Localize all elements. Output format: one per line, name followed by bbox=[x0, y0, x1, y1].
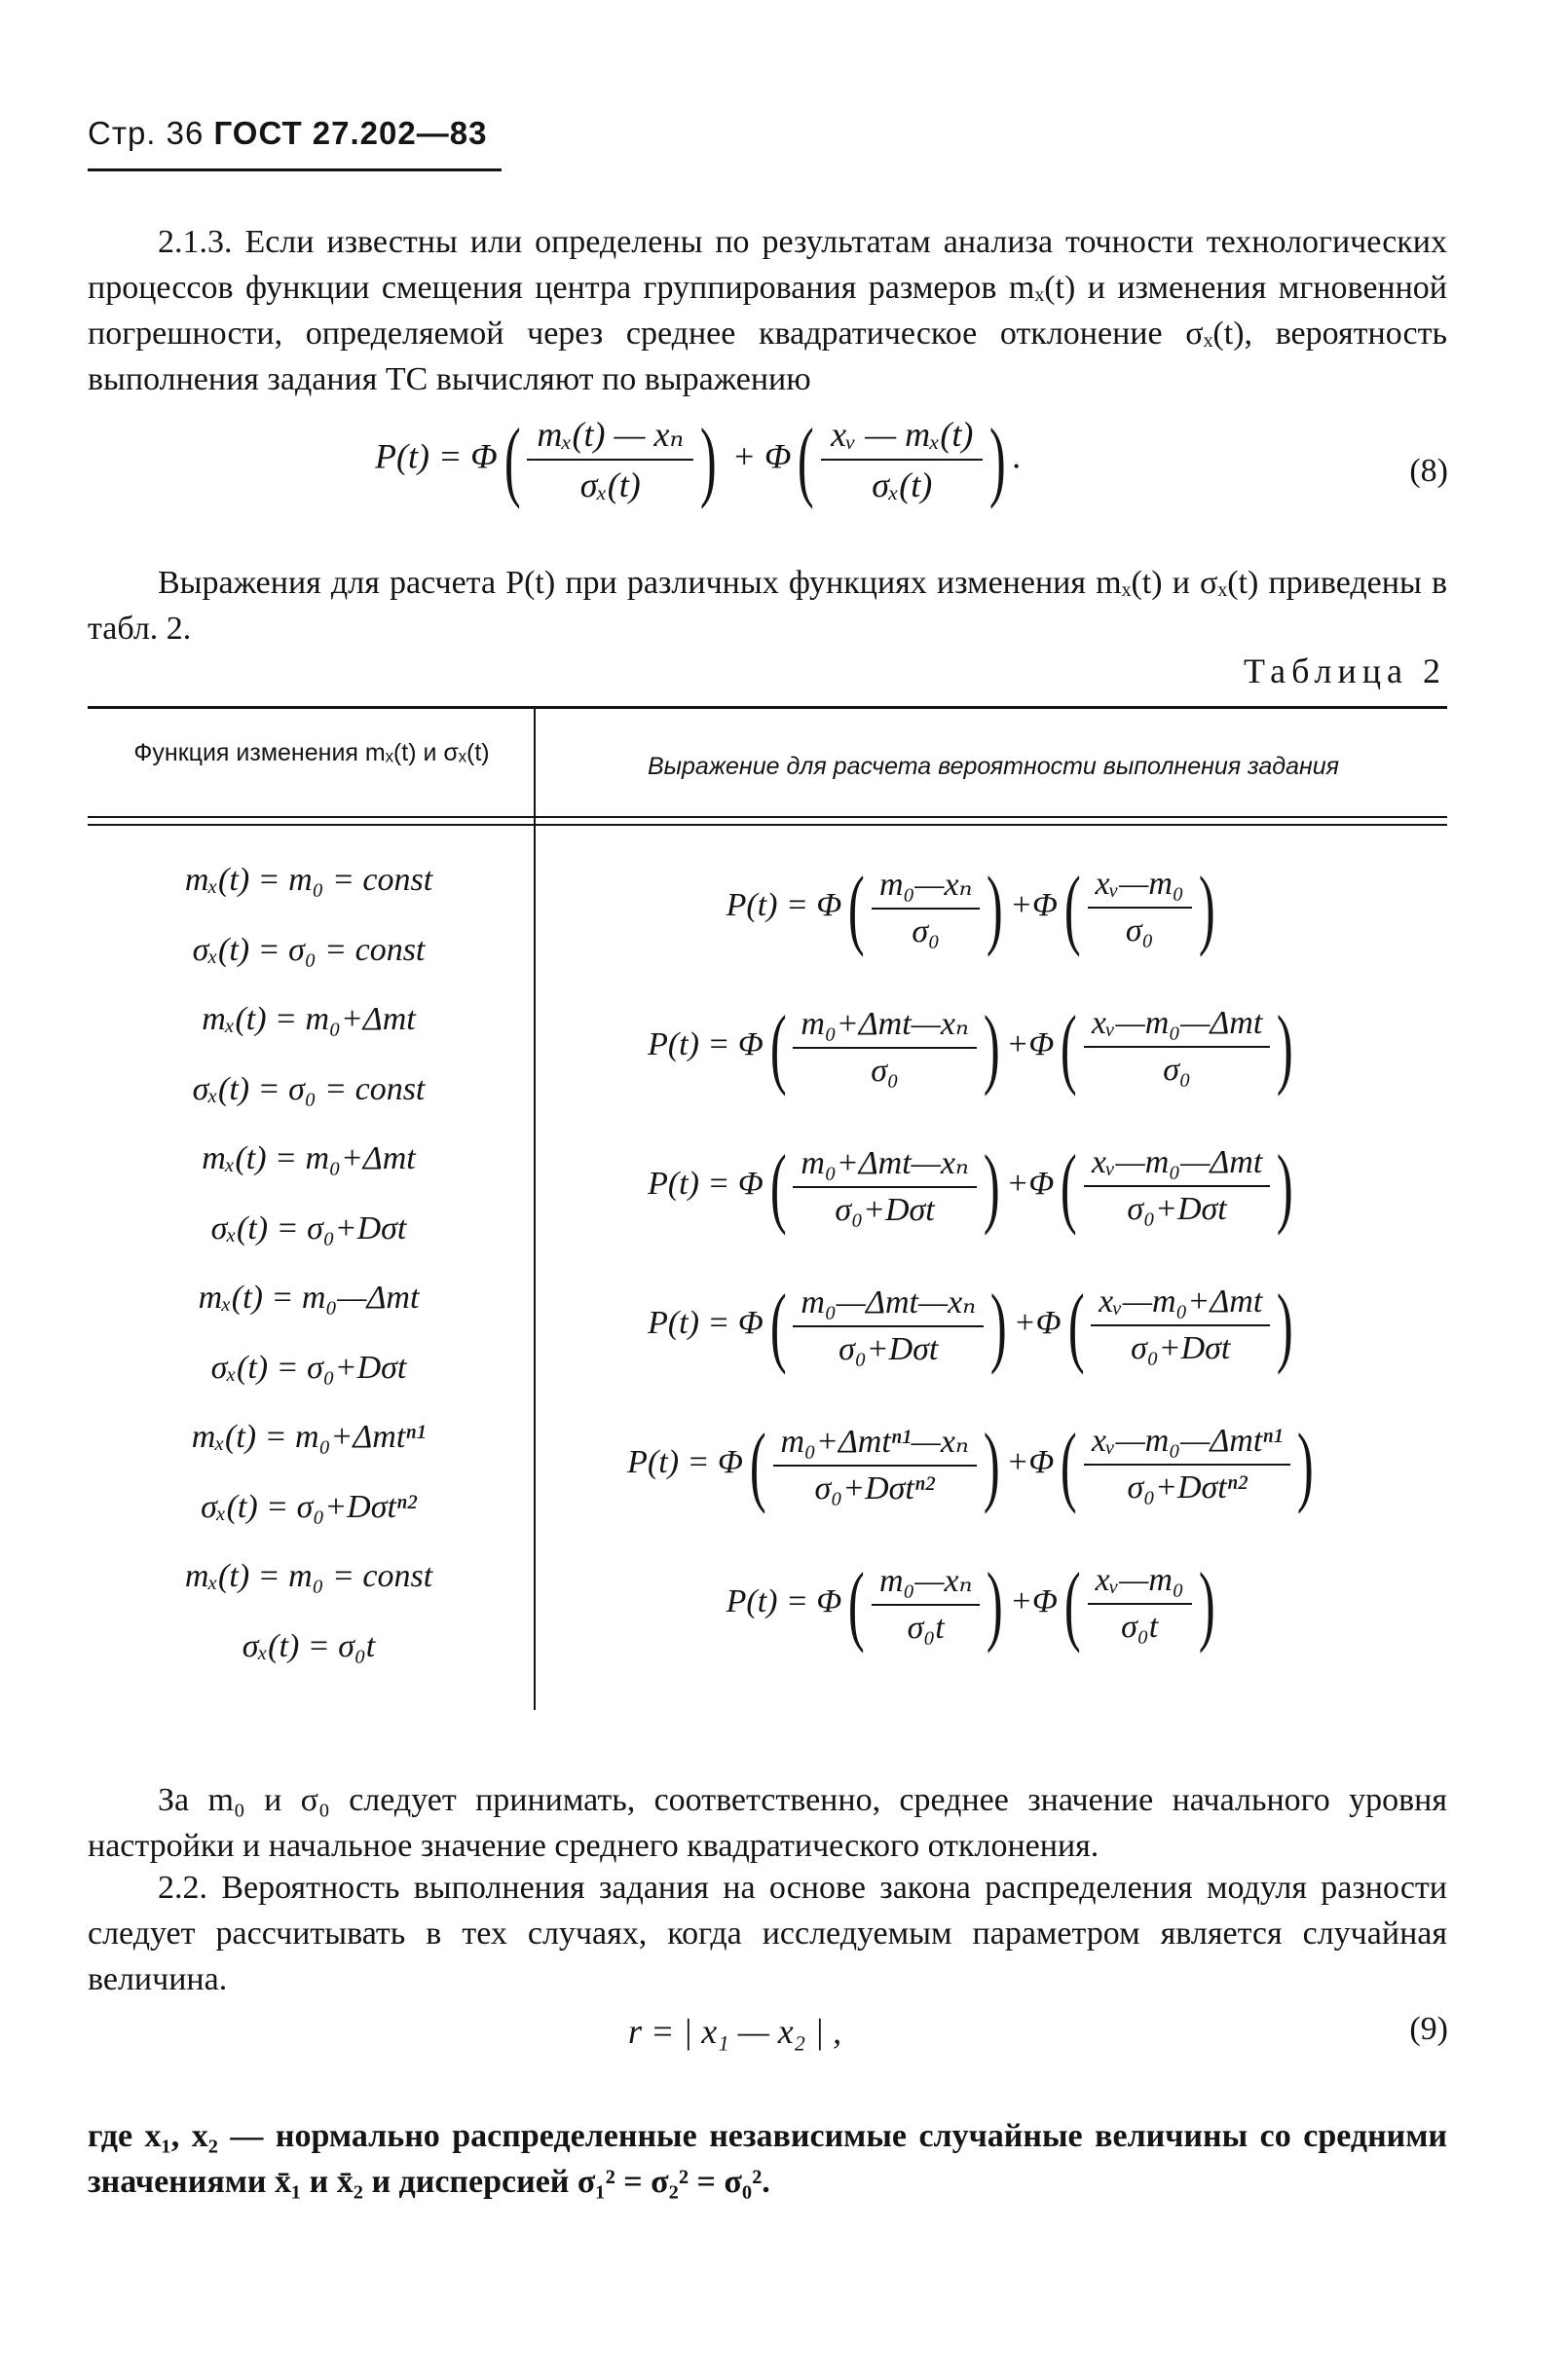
table-row-6-function bbox=[90, 1542, 528, 1682]
function-m: mₓ(t) = m₀+Δmt bbox=[202, 1001, 416, 1037]
after-table-paragraph: За m₀ и σ₀ следует принимать, соответственно, среднее значение начального уровня настройки и начальное значение среднего квадратического отклонения. bbox=[88, 1782, 1447, 1864]
formula-8-fraction-1 bbox=[527, 414, 693, 505]
header-rule bbox=[88, 168, 502, 171]
equation-number-9: (9) bbox=[1409, 2011, 1448, 2047]
expression-lhs: P(t) = Φ bbox=[648, 1165, 764, 1202]
formula-9: r = | x₁ — x₂ | , bbox=[628, 2012, 842, 2051]
intro-paragraph: 2.1.3. Если известны или определены по результатам анализа точности технологических процессов функции смещения центра группирования размеров mₓ(t) и изменения мгновенной погрешности, определяемой через среднее квадратическое отклонение σₓ(t), вероятность выполнения задания ТС вычисляют по выражению bbox=[88, 224, 1447, 397]
function-sigma: σₓ(t) = σ₀+Dσt bbox=[210, 1210, 407, 1246]
fraction-denominator: σ₀+Dσt bbox=[838, 1331, 939, 1367]
page-header bbox=[88, 115, 487, 152]
fraction-denominator: σ₀+Dσt bbox=[835, 1192, 935, 1228]
expression-lhs: P(t) = Φ bbox=[648, 1025, 764, 1062]
table-row-2-expression: P(t) = Φ( $\frac{\text{m₀+Δmt—xₙ}}{\text{σ₀}}$ ) +Φ( $\frac{\text{xᵥ—m₀—Δmt}}{\text{σ₀}}$ ) bbox=[648, 997, 1294, 1097]
formula-8: P(t) = Φ( $\frac{\text{mₓ(t) — xₙ}}{\text{σₓ(t)}}$ ) + Φ( $\frac{\text{xᵥ — mₓ(t)}}{\text{σₓ(t)}}$ ) . bbox=[375, 410, 1023, 509]
final-paragraph: где x₁, x₂ — нормально распределенные независимые случайные величины со средними значениями x̄₁ и x̄₂ и дисперсией σ₁² = σ₂² = σ₀². bbox=[88, 2118, 1447, 2200]
expression-fraction-1 bbox=[872, 865, 980, 950]
function-sigma: σₓ(t) = σ₀+Dσtⁿ² bbox=[201, 1489, 417, 1525]
expression-fraction-2 bbox=[1084, 1144, 1270, 1228]
table-header-col2: Выражение для расчета вероятности выполнения задания bbox=[647, 753, 1340, 780]
function-m: mₓ(t) = m₀ = const bbox=[184, 1558, 433, 1594]
paren-close-icon: ) bbox=[1277, 997, 1294, 1097]
table-header-rule-1 bbox=[88, 816, 1447, 818]
function-sigma: σₓ(t) = σ₀ = const bbox=[192, 1071, 426, 1107]
table-header-rule-2 bbox=[88, 824, 1447, 826]
fraction-denominator: σ₀+Dσt bbox=[1131, 1330, 1231, 1366]
paren-close-icon: ) bbox=[989, 410, 1007, 509]
fraction-numerator: xᵥ—m₀—Δmt bbox=[1084, 1005, 1270, 1048]
paren-close-icon: ) bbox=[983, 1415, 1000, 1514]
table-row-4-expression: P(t) = Φ( $\frac{\text{m₀—Δmt—xₙ}}{\text{σ₀+Dσt}}$ ) +Φ( $\frac{\text{xᵥ—m₀+Δmt}}{\text{σ₀+Dσt}}$ ) bbox=[648, 1276, 1294, 1375]
table-top-rule bbox=[88, 706, 1447, 709]
fraction-denominator: σ₀+Dσtⁿ² bbox=[1127, 1469, 1248, 1506]
table-row-6-expression: P(t) = Φ( $\frac{\text{m₀—xₙ}}{\text{σ₀t}}$ ) +Φ( $\frac{\text{xᵥ—m₀}}{\text{σ₀t}}$ ) bbox=[726, 1554, 1215, 1654]
function-m: mₓ(t) = m₀+Δmtⁿ¹ bbox=[191, 1419, 427, 1455]
fraction-numerator: m₀+Δmt—xₙ bbox=[793, 1143, 976, 1188]
paren-open-icon: ( bbox=[848, 858, 866, 957]
paren-open-icon: ( bbox=[1061, 1136, 1077, 1236]
table-row-3-function bbox=[90, 1124, 528, 1264]
fraction-denominator: σ₀ bbox=[871, 1053, 899, 1089]
paren-close-icon: ) bbox=[1198, 858, 1215, 957]
paren-open-icon: ( bbox=[769, 997, 787, 1097]
fraction-numerator: m₀+Δmt—xₙ bbox=[793, 1004, 976, 1049]
table-row-1-function bbox=[90, 845, 528, 985]
paren-close-icon: ) bbox=[989, 1276, 1007, 1375]
paren-close-icon: ) bbox=[1198, 1554, 1215, 1654]
expression-lhs: P(t) = Φ bbox=[726, 1582, 842, 1619]
table-row-5-function bbox=[90, 1402, 528, 1543]
fraction-numerator: m₀—xₙ bbox=[872, 865, 980, 910]
paren-open-icon: ( bbox=[1061, 997, 1077, 1097]
function-sigma: σₓ(t) = σ₀+Dσt bbox=[210, 1350, 407, 1386]
expression-fraction-2 bbox=[1091, 1283, 1270, 1367]
standard-designation: ГОСТ 27.202—83 bbox=[213, 115, 488, 151]
fraction-denominator: σ₀ bbox=[912, 913, 940, 949]
section-2-2-paragraph: 2.2. Вероятность выполнения задания на основе закона распределения модуля разности следует рассчитывать в тех случаях, когда исследуемым параметром является случайная величина. bbox=[88, 1870, 1447, 1997]
table-row-3-expression: P(t) = Φ( $\frac{\text{m₀+Δmt—xₙ}}{\text{σ₀+Dσt}}$ ) +Φ( $\frac{\text{xᵥ—m₀—Δmt}}{\text{σ₀+Dσt}}$ ) bbox=[648, 1136, 1294, 1236]
fraction-denominator: σ₀+Dσtⁿ² bbox=[814, 1470, 935, 1506]
table-header-col1: Функция изменения mₓ(t) и σₓ(t) bbox=[133, 739, 490, 766]
fraction-denominator: σ₀t bbox=[907, 1610, 945, 1646]
expression-fraction-1 bbox=[872, 1561, 980, 1647]
formula-8-lhs: P(t) = Φ bbox=[375, 436, 498, 476]
table-column-divider bbox=[534, 709, 536, 1710]
reference-paragraph: Выражения для расчета P(t) при различных функциях изменения mₓ(t) и σₓ(t) приведены в табл. 2. bbox=[88, 565, 1447, 647]
paren-open-icon: ( bbox=[1063, 858, 1081, 957]
expression-lhs: P(t) = Φ bbox=[627, 1443, 743, 1480]
function-m: mₓ(t) = m₀—Δmt bbox=[198, 1280, 420, 1316]
fraction-numerator: mₓ(t) — xₙ bbox=[527, 414, 693, 461]
table-row-4-function bbox=[90, 1263, 528, 1403]
function-sigma: σₓ(t) = σ₀t bbox=[242, 1628, 376, 1664]
formula-8-fraction-2 bbox=[821, 414, 983, 505]
function-sigma: σₓ(t) = σ₀ = const bbox=[192, 932, 426, 968]
formula-8-plus: + Φ bbox=[731, 436, 792, 476]
table-caption: Таблица 2 bbox=[1244, 651, 1446, 690]
expression-fraction-1 bbox=[773, 1422, 977, 1507]
fraction-denominator: σ₀t bbox=[1121, 1609, 1159, 1645]
fraction-numerator: xᵥ—m₀—Δmt bbox=[1084, 1144, 1270, 1187]
expression-fraction-2 bbox=[1088, 1562, 1192, 1646]
expression-fraction-2 bbox=[1084, 1423, 1290, 1506]
fraction-denominator: σ₀ bbox=[1125, 912, 1154, 948]
fraction-numerator: m₀—Δmt—xₙ bbox=[793, 1283, 984, 1327]
expression-fraction-1 bbox=[793, 1143, 976, 1229]
paren-open-icon: ( bbox=[1061, 1415, 1077, 1514]
table-row-1-expression: P(t) = Φ( $\frac{\text{m₀—xₙ}}{\text{σ₀}}$ ) +Φ( $\frac{\text{xᵥ—m₀}}{\text{σ₀}}$ ) bbox=[726, 858, 1215, 957]
paren-open-icon: ( bbox=[769, 1276, 787, 1375]
equation-number-8: (8) bbox=[1409, 453, 1448, 489]
page-number: Стр. 36 bbox=[88, 115, 205, 151]
function-m: mₓ(t) = m₀ = const bbox=[184, 862, 433, 898]
expression-fraction-1 bbox=[793, 1283, 984, 1368]
paren-close-icon: ) bbox=[987, 1554, 1004, 1654]
paren-close-icon: ) bbox=[1277, 1136, 1294, 1236]
paren-close-icon: ) bbox=[983, 1136, 1000, 1236]
table-row-2-function bbox=[90, 985, 528, 1125]
expression-lhs: P(t) = Φ bbox=[648, 1304, 764, 1341]
fraction-denominator: σ₀+Dσt bbox=[1127, 1191, 1227, 1227]
paren-open-icon: ( bbox=[749, 1415, 766, 1514]
fraction-numerator: xᵥ—m₀—Δmtⁿ¹ bbox=[1084, 1423, 1290, 1466]
paren-close-icon: ) bbox=[983, 997, 1000, 1097]
fraction-numerator: m₀—xₙ bbox=[872, 1561, 980, 1606]
expression-lhs: P(t) = Φ bbox=[726, 886, 842, 923]
fraction-numerator: xᵥ—m₀ bbox=[1088, 1562, 1192, 1605]
fraction-numerator: m₀+Δmtⁿ¹—xₙ bbox=[773, 1422, 977, 1467]
expression-fraction-1 bbox=[793, 1004, 976, 1090]
fraction-numerator: xᵥ — mₓ(t) bbox=[821, 414, 983, 461]
paren-open-icon: ( bbox=[503, 410, 521, 509]
expression-fraction-2 bbox=[1084, 1005, 1270, 1089]
paren-open-icon: ( bbox=[1063, 1554, 1081, 1654]
paren-open-icon: ( bbox=[848, 1554, 866, 1654]
paren-open-icon: ( bbox=[798, 410, 815, 509]
function-m: mₓ(t) = m₀+Δmt bbox=[202, 1140, 416, 1176]
table-row-5-expression: P(t) = Φ( $\frac{\text{m₀+Δmtⁿ¹—xₙ}}{\text{σ₀+Dσtⁿ²}}$ ) +Φ( $\frac{\text{xᵥ—m₀—Δmtⁿ¹}}{\text{σ₀+Dσtⁿ²}}$ ) bbox=[627, 1415, 1314, 1514]
fraction-numerator: xᵥ—m₀+Δmt bbox=[1091, 1283, 1270, 1326]
fraction-denominator: σₓ(t) bbox=[579, 465, 641, 504]
paren-close-icon: ) bbox=[700, 410, 717, 509]
expression-fraction-2 bbox=[1088, 866, 1192, 949]
paren-open-icon: ( bbox=[1067, 1276, 1085, 1375]
paren-close-icon: ) bbox=[987, 858, 1004, 957]
paren-close-icon: ) bbox=[1297, 1415, 1314, 1514]
fraction-numerator: xᵥ—m₀ bbox=[1088, 866, 1192, 909]
paren-open-icon: ( bbox=[769, 1136, 787, 1236]
fraction-denominator: σₓ(t) bbox=[872, 465, 933, 504]
fraction-denominator: σ₀ bbox=[1163, 1052, 1191, 1088]
paren-close-icon: ) bbox=[1277, 1276, 1294, 1375]
